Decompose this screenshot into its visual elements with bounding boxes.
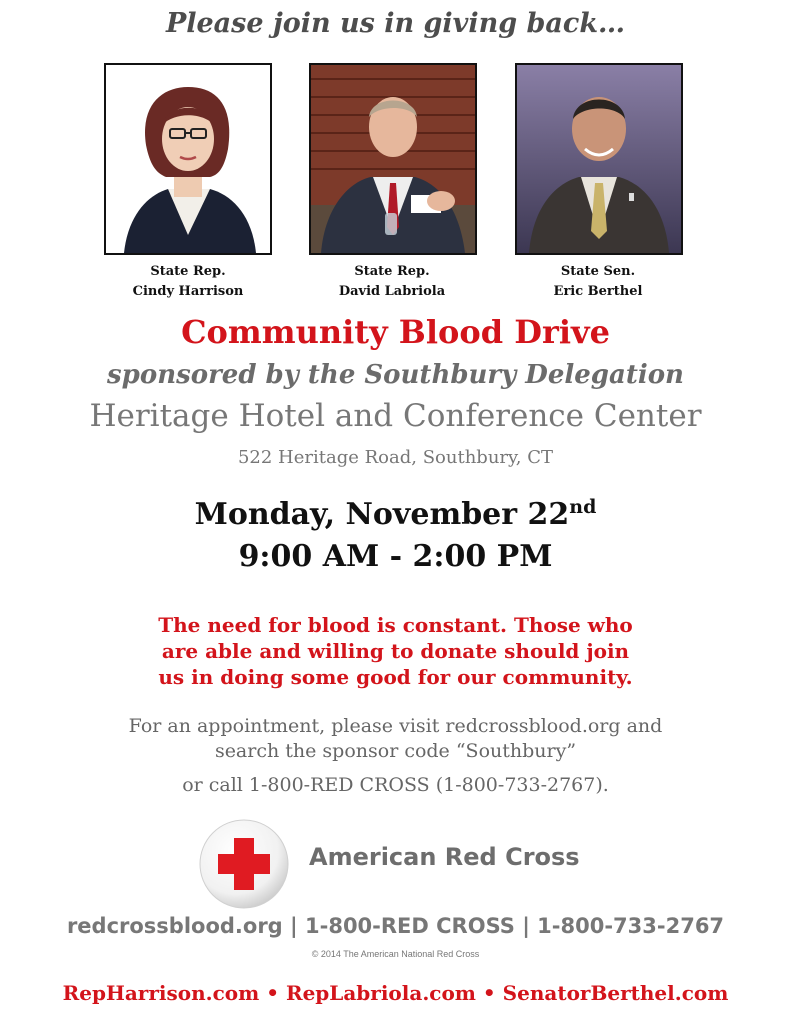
appointment-line-3: or call 1-800-RED CROSS (1-800-733-2767). bbox=[182, 774, 609, 796]
copyright-notice: © 2014 The American National Red Cross bbox=[311, 949, 480, 959]
event-sponsor-line: sponsored by the Southbury Delegation bbox=[107, 360, 684, 390]
appointment-instructions bbox=[0, 714, 791, 798]
event-date-text: Monday, November 22 bbox=[194, 497, 570, 532]
official-title: State Sen. bbox=[560, 264, 636, 279]
event-date-suffix: nd bbox=[569, 496, 597, 518]
appointment-line-1: For an appointment, please visit redcrossblood.org and bbox=[128, 715, 663, 737]
official-name: Eric Berthel bbox=[553, 284, 643, 299]
portrait-photo-harrison bbox=[104, 63, 272, 255]
sponsor-websites: RepHarrison.com • RepLabriola.com • SenatorBerthel.com bbox=[62, 981, 729, 1005]
official-name: David Labriola bbox=[338, 284, 446, 299]
portrait-photo-labriola bbox=[309, 63, 477, 255]
contact-line: redcrossblood.org | 1-800-RED CROSS | 1-800-733-2767 bbox=[66, 914, 725, 938]
organization-name: American Red Cross bbox=[309, 843, 580, 871]
red-cross-icon bbox=[198, 818, 290, 910]
caption-berthel bbox=[498, 262, 698, 302]
caption-labriola bbox=[292, 262, 492, 302]
event-title: Community Blood Drive bbox=[181, 313, 610, 351]
event-date bbox=[0, 496, 791, 532]
official-title: State Rep. bbox=[354, 264, 430, 279]
appeal-line-2: are able and willing to donate should join bbox=[161, 639, 630, 663]
event-address: 522 Heritage Road, Southbury, CT bbox=[237, 447, 554, 468]
caption-harrison bbox=[88, 262, 288, 302]
portrait-photo-berthel bbox=[515, 63, 683, 255]
official-title: State Rep. bbox=[150, 264, 226, 279]
tagline: Please join us in giving back… bbox=[165, 8, 626, 39]
appeal-line-3: us in doing some good for our community. bbox=[158, 665, 633, 689]
appointment-line-2: search the sponsor code “Southbury” bbox=[214, 740, 577, 762]
appeal-line-1: The need for blood is constant. Those who bbox=[158, 613, 633, 637]
appeal-message bbox=[0, 612, 791, 690]
event-time: 9:00 AM - 2:00 PM bbox=[238, 539, 553, 574]
event-venue: Heritage Hotel and Conference Center bbox=[89, 398, 702, 434]
official-name: Cindy Harrison bbox=[132, 284, 244, 299]
